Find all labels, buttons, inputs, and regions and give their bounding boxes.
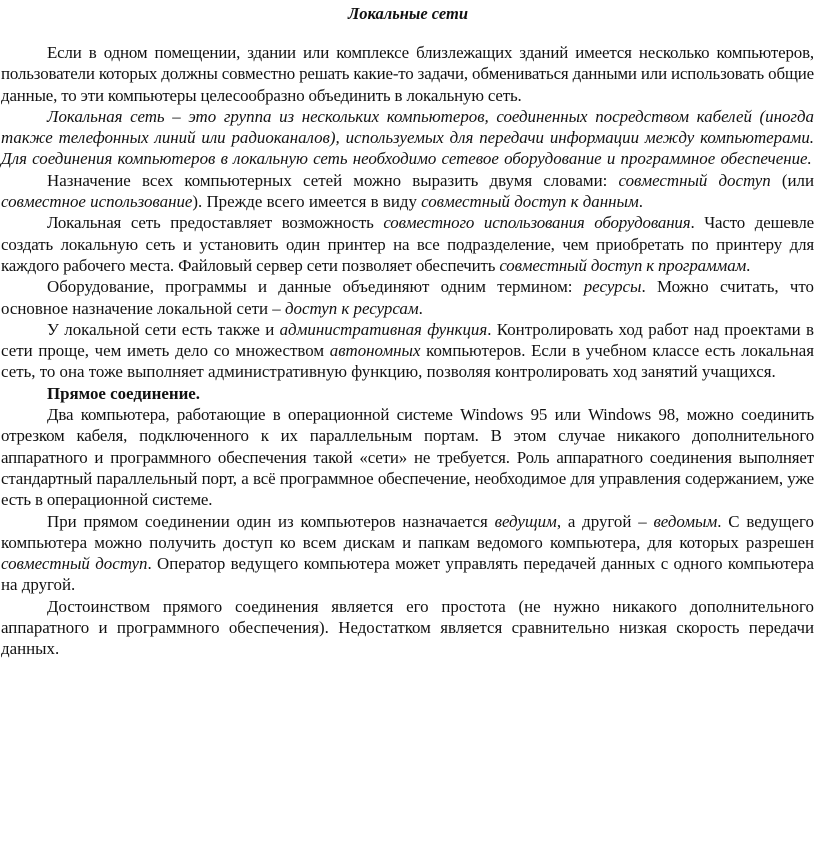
paragraph-pros-cons: Достоинством прямого соединения является его простота (не нужно никакого дополнительного аппаратного и программного обеспечения). Недостатком является сравнительно низкая скорость передачи данных. [1, 596, 814, 659]
paragraph-intro: Если в одном помещении, здании или комплексе близлежащих зданий имеется несколько компьютеров, пользователи которых должны совместно решать какие-то задачи, обмениваться данными или использовать общие данные, то эти компьютеры целесообразно объединить в локальную сеть. [1, 43, 814, 105]
paragraph-resources: Оборудование, программы и данные объединяют одним термином: ресурсы. Можно считать, что основное назначение локальной сети – доступ к ресурсам. [1, 277, 814, 318]
paragraph-direct-connection: Два компьютера, работающие в операционной системе Windows 95 или Windows 98, можно соединить отрезком кабеля, подключенного к их параллельным портам. В этом случае никакого дополнительного аппаратного и программного обеспечения такой «сети» не требуется. Роль аппаратного соединения выполняет стандартный параллельный порт, а всё программное обеспечение, необходимое для управления содержанием, уже есть в операционной системе. [1, 405, 814, 510]
page-title: Локальные сети [347, 4, 469, 23]
paragraph-hardware-sharing: Локальная сеть предоставляет возможность совместного использования оборудования. Часто дешевле создать локальную сеть и установить один принтер на все подразделение, чем приобретать по принтеру для каждого рабочего места. Файловый сервер сети позволяет обеспечить совместный доступ к программам. [1, 213, 814, 275]
paragraph-definition [1, 106, 814, 170]
definition-text: Локальная сеть – это группа из нескольких компьютеров, соединенных посредством кабелей (иногда также телефонных линий или радиоканалов), используемых для передачи информации между компьютерами. Для соединения компьютеров в локальную сеть необходимо сетевое оборудование и программное обеспечение. [1, 106, 814, 169]
paragraph-master-slave: При прямом соединении один из компьютеров назначается ведущим, а другой – ведомым. С ведущего компьютера можно получить доступ ко всем дискам и папкам ведомого компьютера, для которых разрешен совместный доступ. Оператор ведущего компьютера может управлять передачей данных с одного компьютера на другой. [1, 511, 814, 595]
document-body [1, 42, 814, 660]
paragraph-purpose: Назначение всех компьютерных сетей можно выразить двумя словами: совместный доступ (или совместное использование). Прежде всего имеется в виду совместный доступ к данным. [1, 170, 814, 212]
paragraph-admin-function: У локальной сети есть также и административная функция. Контролировать ход работ над проектами в сети проще, чем иметь дело со множеством автономных компьютеров. Если в учебном классе есть локальная сеть, то она тоже выполняет административную функцию, позволяя контролировать ход занятий учащихся. [1, 319, 814, 382]
section-heading-direct-connection: Прямое соединение. [47, 383, 201, 403]
